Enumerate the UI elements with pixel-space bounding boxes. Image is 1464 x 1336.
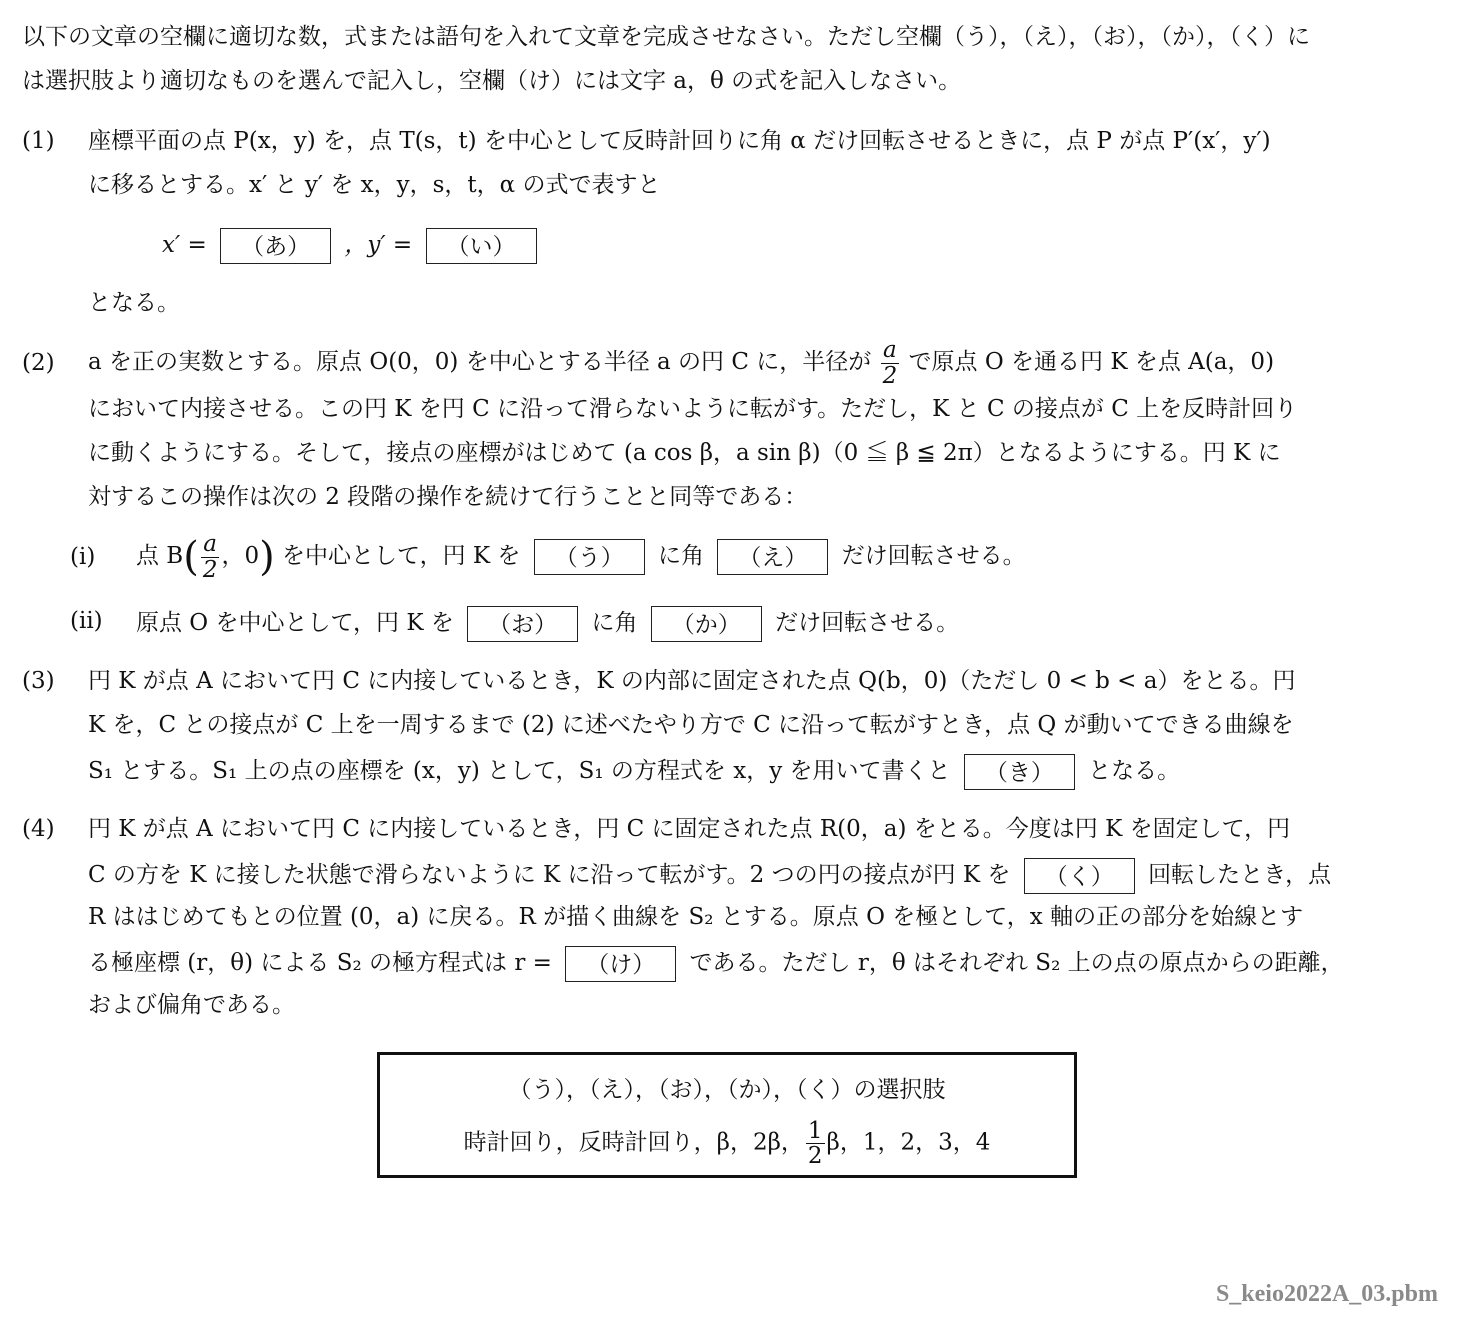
q2-i-line	[136, 530, 1026, 582]
blank-u: （う）	[534, 539, 645, 575]
intro-line-1: 以下の文章の空欄に適切な数，式または語句を入れて文章を完成させなさい。ただし空欄（う），（え），（お），（か），（く）に	[22, 24, 1310, 50]
choices-frac-den: 2	[807, 1143, 823, 1170]
q2-ii-line	[136, 606, 959, 642]
choices-pre: 時計回り，反時計回り，β，2β，	[463, 1129, 804, 1156]
choices-frac-num: 1	[807, 1118, 823, 1144]
q3-line-1: 円 K が点 A において円 C に内接しているとき，K の内部に固定された点 Q(b，0)（ただし 0 < b < a）をとる。円	[88, 668, 1296, 694]
q2-i-text: を中心として，円 K を	[282, 543, 521, 569]
q1-equation	[162, 228, 543, 264]
q2-i-fraction	[201, 532, 220, 581]
paren-open: (	[183, 534, 199, 580]
q2-line-3: に動くようにする。そして，接点の座標がはじめて (a cos β，a sin β)（0 ≦ β ≦ 2π）となるようにする。円 K に	[88, 440, 1281, 466]
q2-number: (2)	[22, 350, 55, 376]
q4-line-2-pre: C の方を K に接した状態で滑らないように K に沿って転がす。2 つの円の接点が円 K を	[88, 862, 1011, 888]
q4-line-5: および偏角である。	[88, 992, 295, 1018]
blank-a: （あ）	[220, 228, 331, 264]
q2-frac-den: 2	[882, 362, 898, 389]
blank-ki: （き）	[964, 754, 1075, 790]
paren-close: )	[259, 534, 275, 580]
choices-post: β，1，2，3，4	[826, 1129, 991, 1156]
q2-i-pre: 点 B	[136, 543, 184, 569]
q4-line-4-pre: る極座標 (r，θ) による S₂ の極方程式は r =	[88, 950, 552, 976]
blank-i: （い）	[426, 228, 537, 264]
q4-number: (4)	[22, 816, 55, 842]
q3-number: (3)	[22, 668, 55, 694]
q3-line-3-pre: S₁ とする。S₁ 上の点の座標を (x，y) として，S₁ の方程式を x，y を用いて書くと	[88, 758, 951, 784]
q2-ii-text: 原点 O を中心として，円 K を	[136, 610, 454, 636]
file-label: S_keio2022A_03.pbm	[1215, 1281, 1438, 1307]
q4-line-3: R ははじめてもとの位置 (0，a) に戻る。R が描く曲線を S₂ とする。原点 O を極として，x 軸の正の部分を始線とす	[88, 904, 1304, 930]
q2-i-text-2: に角	[658, 543, 705, 569]
q1-y-prime: ，y′ =	[344, 232, 413, 258]
q2-i-text-3: だけ回転させる。	[841, 543, 1026, 569]
choices-title: （う），（え），（お），（か），（く）の選択肢	[508, 1077, 946, 1103]
q4-line-4-post: である。ただし r，θ はそれぞれ S₂ 上の点の原点からの距離，	[689, 950, 1344, 976]
blank-ke: （け）	[565, 946, 676, 982]
q1-line-1: 座標平面の点 P(x，y) を，点 T(s，t) を中心として反時計回りに角 α だけ回転させるときに，点 P が点 P′(x′，y′)	[88, 128, 1271, 154]
choices-box	[377, 1052, 1077, 1178]
blank-o: （お）	[467, 606, 578, 642]
q1-number: (1)	[22, 128, 55, 154]
q2-fraction	[881, 338, 900, 387]
q4-line-4	[88, 946, 1344, 982]
q2-line-2: において内接させる。この円 K を円 C に沿って滑らないように転がす。ただし，K と C の接点が C 上を反時計回り	[88, 396, 1298, 422]
blank-ku: （く）	[1024, 858, 1135, 894]
q3-line-3	[88, 754, 1180, 790]
q2-i-frac-num: a	[201, 532, 220, 557]
q2-line-4: 対するこの操作は次の 2 段階の操作を続けて行うことと同等である：	[88, 484, 808, 510]
q2-ii-text-2: に角	[591, 610, 638, 636]
q1-line-2: に移るとする。x′ と y′ を x，y，s，t，α の式で表すと	[88, 172, 661, 198]
q2-i-number: (i)	[70, 544, 96, 570]
q2-ii-number: (ii)	[70, 608, 103, 634]
q4-line-2-post: 回転したとき，点	[1148, 862, 1332, 888]
blank-ka: （か）	[651, 606, 762, 642]
q4-line-1: 円 K が点 A において円 C に内接しているとき，円 C に固定された点 R(0，a) をとる。今度は円 K を固定して，円	[88, 816, 1291, 842]
q1-line-4: となる。	[88, 290, 180, 316]
intro-line-2: は選択肢より適切なものを選んで記入し，空欄（け）には文字 a，θ の式を記入しなさい。	[22, 68, 962, 94]
q2-ii-text-3: だけ回転させる。	[775, 610, 960, 636]
q2-frac-num: a	[881, 338, 900, 363]
q2-i-frac-den: 2	[202, 556, 218, 583]
q4-line-2	[88, 858, 1331, 894]
q2-i-mid: ，0	[221, 543, 260, 569]
q3-line-2: K を，C との接点が C 上を一周するまで (2) に述べたやり方で C に沿って転がすとき，点 Q が動いてできる曲線を	[88, 712, 1294, 738]
q2-line-1-pre: a を正の実数とする。原点 O(0，0) を中心とする半径 a の円 C に，半径が	[88, 349, 872, 375]
blank-e: （え）	[717, 539, 828, 575]
q2-line-1	[88, 336, 1274, 388]
choices-list	[380, 1119, 1074, 1168]
q1-x-prime: x′ =	[162, 232, 207, 258]
q2-line-1-post: で原点 O を通る円 K を点 A(a，0)	[908, 349, 1275, 375]
choices-fraction	[806, 1119, 825, 1168]
q3-line-3-post: となる。	[1088, 758, 1181, 784]
